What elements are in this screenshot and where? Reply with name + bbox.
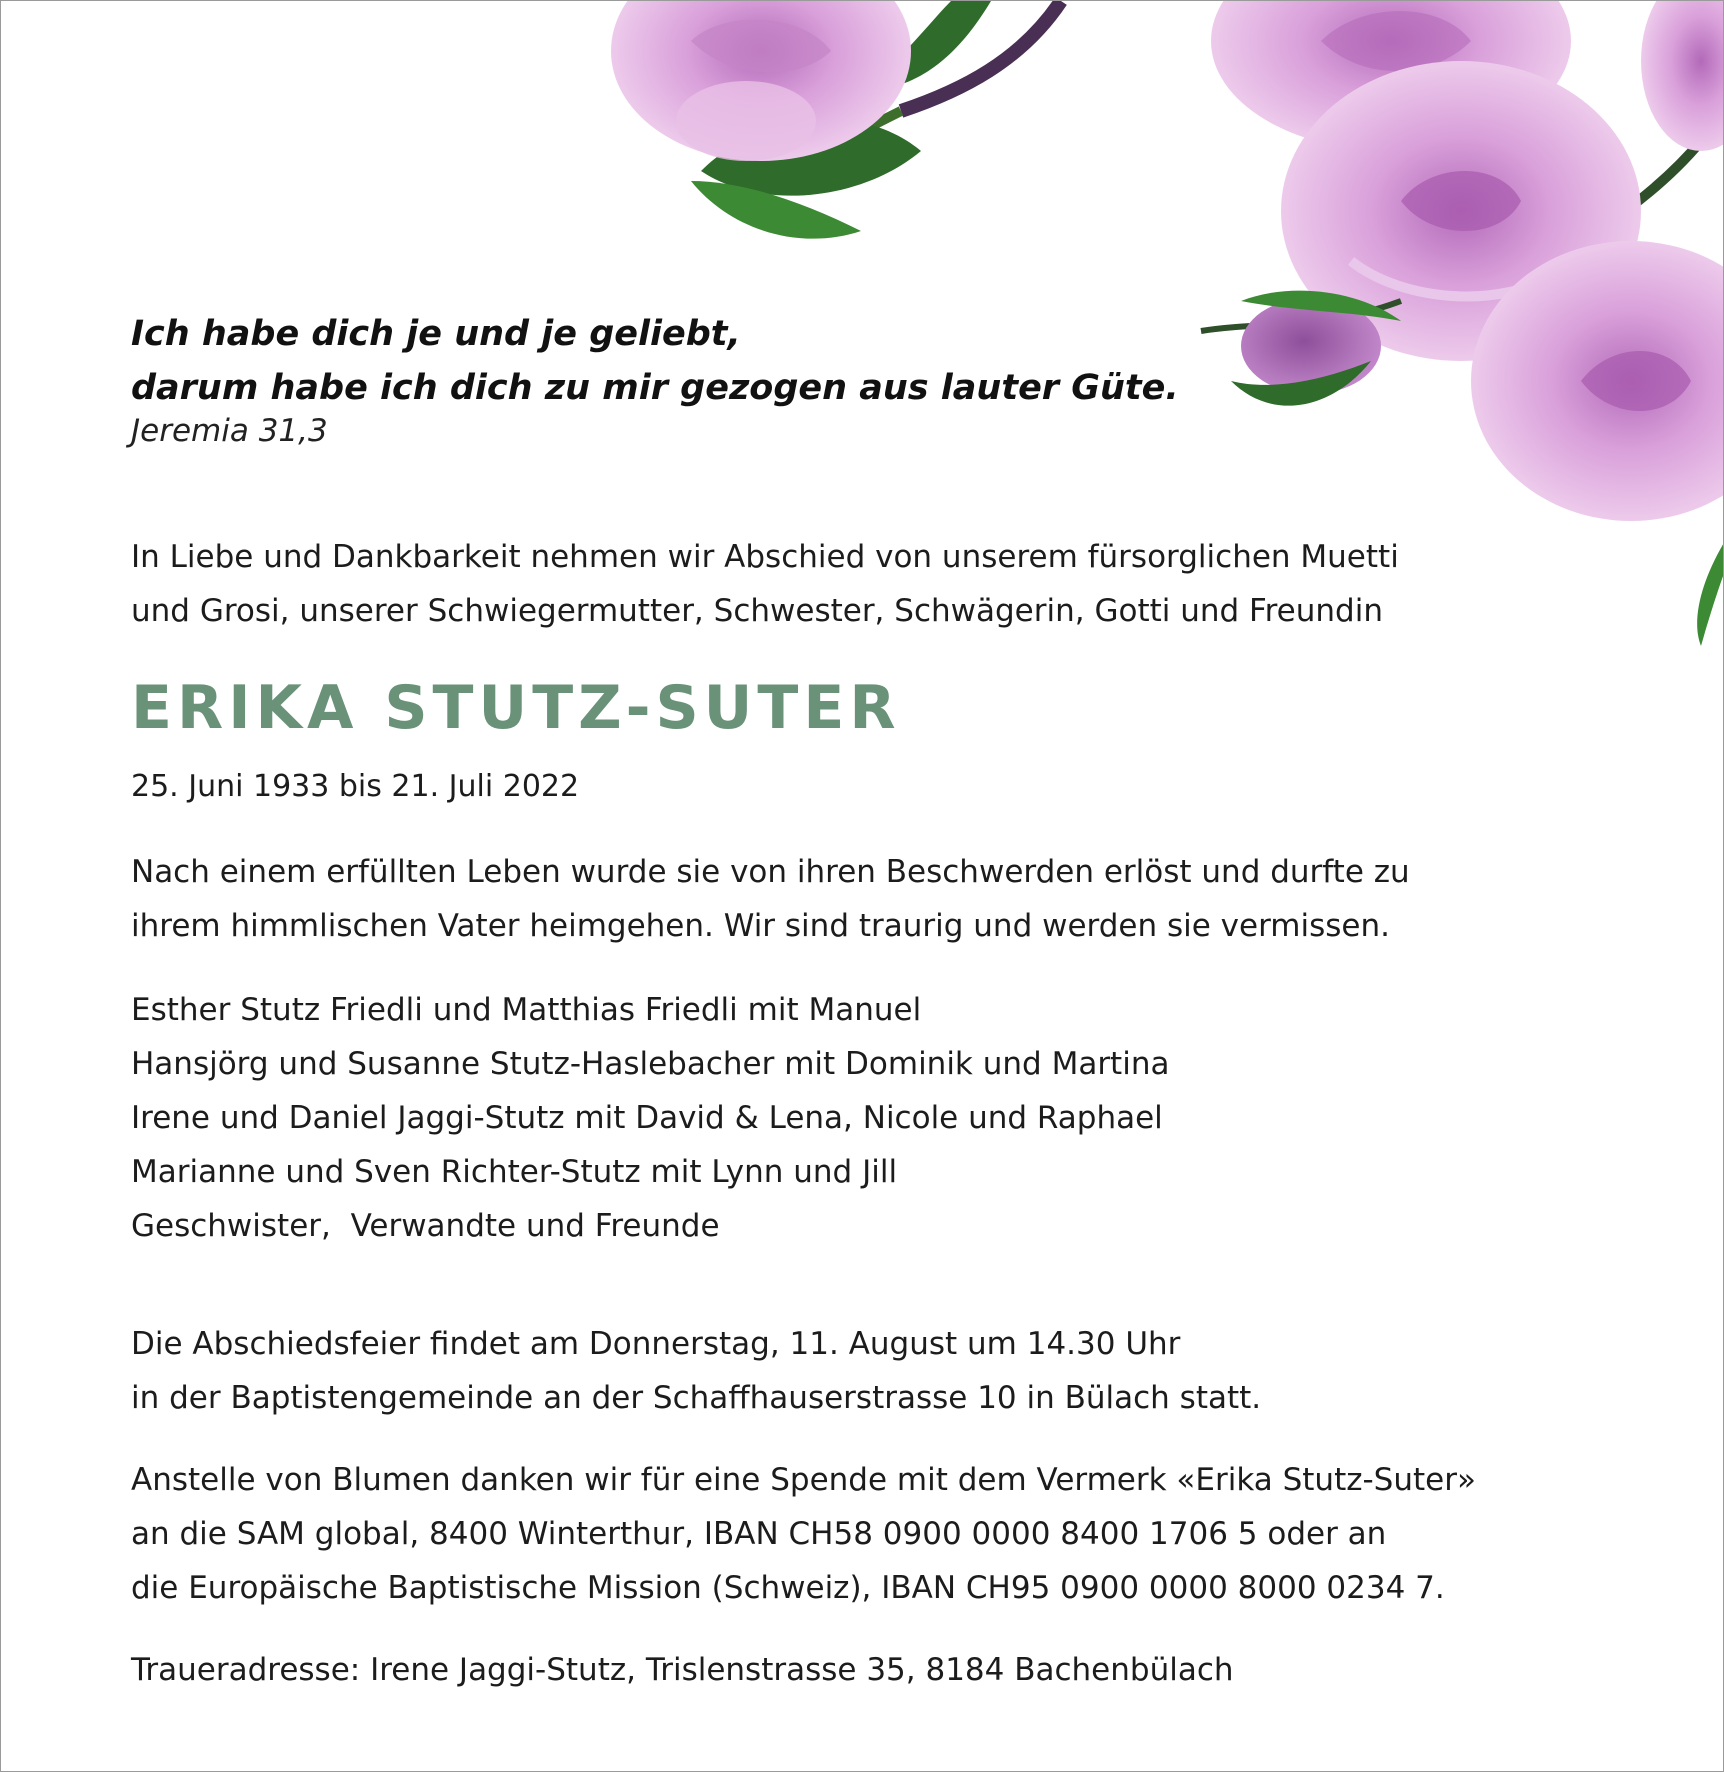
mourner-line: Irene und Daniel Jaggi-Stutz mit David & Lena, Nicole und Raphael bbox=[131, 1100, 1163, 1136]
donation-paragraph bbox=[131, 1453, 1476, 1615]
ceremony-paragraph bbox=[131, 1317, 1261, 1425]
mourners-list bbox=[131, 983, 1169, 1253]
deceased-name: ERIKA STUTZ-SUTER bbox=[131, 673, 901, 743]
verse-line: Ich habe dich je und je geliebt, bbox=[131, 314, 741, 354]
bible-verse bbox=[131, 307, 1179, 415]
intro-paragraph bbox=[131, 530, 1399, 638]
message-line: ihrem himmlischen Vater heimgehen. Wir sind traurig und werden sie vermissen. bbox=[131, 908, 1390, 944]
life-dates: 25. Juni 1933 bis 21. Juli 2022 bbox=[131, 769, 580, 804]
mourner-line: Marianne und Sven Richter-Stutz mit Lynn und Jill bbox=[131, 1154, 898, 1190]
rose-edge-right bbox=[1641, 1, 1724, 151]
donation-line: die Europäische Baptistische Mission (Schweiz), IBAN CH95 0900 0000 8000 0234 7. bbox=[131, 1570, 1445, 1606]
ceremony-line: in der Baptistengemeinde an der Schaffhauserstrasse 10 in Bülach statt. bbox=[131, 1380, 1262, 1416]
verse-reference: Jeremia 31,3 bbox=[131, 413, 328, 449]
message-line: Nach einem erfüllten Leben wurde sie von ihren Beschwerden erlöst und durfte zu bbox=[131, 854, 1410, 890]
donation-line: an die SAM global, 8400 Winterthur, IBAN CH58 0900 0000 8400 1706 5 oder an bbox=[131, 1516, 1387, 1552]
mourner-line: Geschwister, Verwandte und Freunde bbox=[131, 1208, 720, 1244]
mourner-line: Esther Stutz Friedli und Matthias Friedli mit Manuel bbox=[131, 992, 922, 1028]
ceremony-line: Die Abschiedsfeier findet am Donnerstag, 11. August um 14.30 Uhr bbox=[131, 1326, 1181, 1362]
message-paragraph bbox=[131, 845, 1410, 953]
intro-line: und Grosi, unserer Schwiegermutter, Schwester, Schwägerin, Gotti und Freundin bbox=[131, 593, 1383, 629]
mourner-line: Hansjörg und Susanne Stutz-Haslebacher mit Dominik und Martina bbox=[131, 1046, 1170, 1082]
donation-line: Anstelle von Blumen danken wir für eine Spende mit dem Vermerk «Erika Stutz-Suter» bbox=[131, 1462, 1476, 1498]
intro-line: In Liebe und Dankbarkeit nehmen wir Abschied von unserem fürsorglichen Muetti bbox=[131, 539, 1399, 575]
verse-line: darum habe ich dich zu mir gezogen aus lauter Güte. bbox=[131, 368, 1179, 408]
mourning-address: Traueradresse: Irene Jaggi-Stutz, Trislenstrasse 35, 8184 Bachenbülach bbox=[131, 1652, 1234, 1688]
rose-bud bbox=[1201, 291, 1401, 406]
